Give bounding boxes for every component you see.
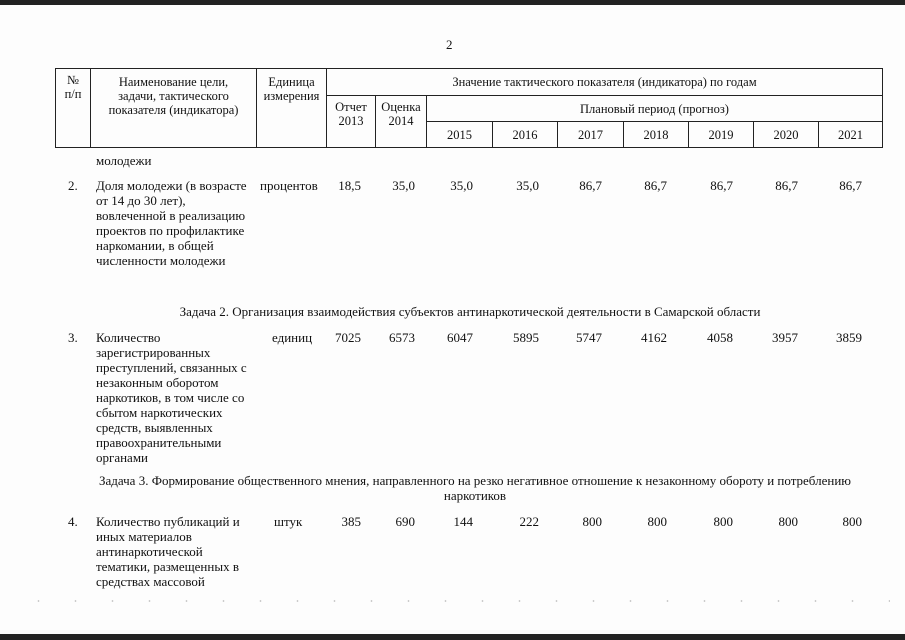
header-year-2018: 2018 <box>623 121 689 148</box>
row-name: Количество публикаций и иных материалов антинаркотической тематики, размещенных в средствах массовой <box>96 514 240 589</box>
header-unit: Единица измерения <box>256 68 327 148</box>
scan-top-edge <box>0 0 905 5</box>
header-year-2016: 2016 <box>492 121 558 148</box>
value-2020: 86,7 <box>775 178 798 193</box>
row-name: Доля молодежи (в возрасте от 14 до 30 лет), вовлеченной в реализацию проектов по профилактике наркомании, в общей численности молодежи <box>96 178 247 268</box>
value-2020: 800 <box>778 514 798 529</box>
header-year-2021: 2021 <box>818 121 883 148</box>
value-2015: 35,0 <box>450 178 473 193</box>
value-2020: 3957 <box>772 330 798 345</box>
value-2017: 86,7 <box>579 178 602 193</box>
value-2015: 6047 <box>447 330 473 345</box>
value-2018: 800 <box>647 514 667 529</box>
header-year-2017: 2017 <box>557 121 624 148</box>
header-year-2020: 2020 <box>753 121 819 148</box>
value-2016: 5895 <box>513 330 539 345</box>
value-2015: 144 <box>453 514 473 529</box>
header-estimate: Оценка 2014 <box>375 95 427 148</box>
header-year-2019: 2019 <box>688 121 754 148</box>
scan-noise <box>20 600 890 602</box>
value-2018: 4162 <box>641 330 667 345</box>
row-name: Количество зарегистрированных преступлений, связанных с незаконным оборотом наркотиков, в том числе со сбытом наркотических средств, выявленных правоохранительными органами <box>96 330 247 465</box>
row-num: 2. <box>68 178 78 193</box>
value-2019: 800 <box>713 514 733 529</box>
value-2017: 5747 <box>576 330 602 345</box>
value-2021: 800 <box>842 514 862 529</box>
header-value-group: Значение тактического показателя (индикатора) по годам <box>326 68 883 96</box>
row-num: 3. <box>68 330 78 345</box>
header-report: Отчет 2013 <box>326 95 376 148</box>
value-2017: 800 <box>582 514 602 529</box>
header-name: Наименование цели, задачи, тактического показателя (индикатора) <box>90 68 257 148</box>
value-2013: 18,5 <box>338 178 361 193</box>
value-2018: 86,7 <box>644 178 667 193</box>
value-2016: 35,0 <box>516 178 539 193</box>
header-year-2015: 2015 <box>426 121 493 148</box>
row-unit: процентов <box>260 178 318 193</box>
header-num: № п/п <box>55 68 91 148</box>
header-plan-period: Плановый период (прогноз) <box>426 95 883 122</box>
value-2021: 3859 <box>836 330 862 345</box>
value-2014: 35,0 <box>392 178 415 193</box>
value-2019: 86,7 <box>710 178 733 193</box>
row-num: 4. <box>68 514 78 529</box>
value-2014: 690 <box>395 514 415 529</box>
row-unit: единиц <box>272 330 313 345</box>
value-2014: 6573 <box>389 330 415 345</box>
value-2019: 4058 <box>707 330 733 345</box>
task-heading: Задача 2. Организация взаимодействия субъектов антинаркотической деятельности в Самарской области <box>179 304 761 319</box>
task-heading: Задача 3. Формирование общественного мнения, направленного на резко негативное отношение к незаконному обороту и потреблению наркотиков <box>98 473 851 503</box>
page-number: 2 <box>446 37 453 52</box>
value-2016: 222 <box>519 514 539 529</box>
value-2013: 385 <box>341 514 361 529</box>
scan-bottom-edge <box>0 634 905 640</box>
continuation-text: молодежи <box>96 153 152 168</box>
value-2021: 86,7 <box>839 178 862 193</box>
value-2013: 7025 <box>335 330 361 345</box>
row-unit: штук <box>274 514 303 529</box>
